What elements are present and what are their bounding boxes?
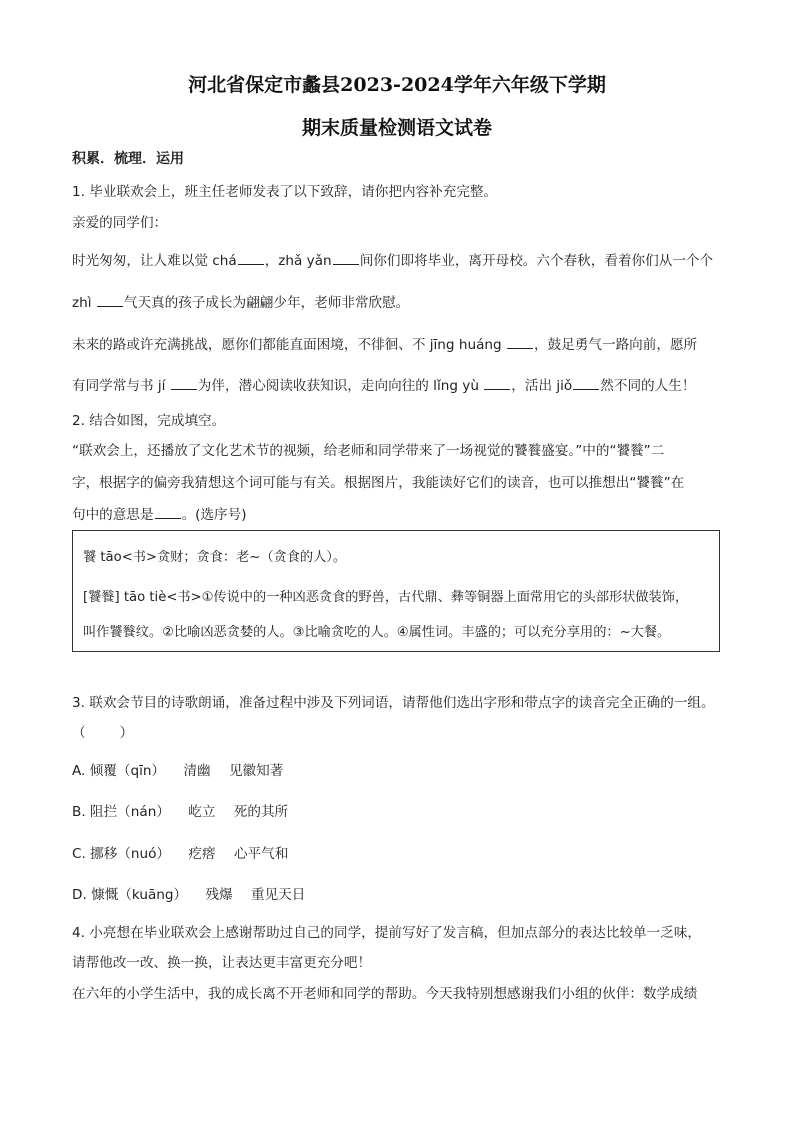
answer-blank[interactable] xyxy=(573,376,599,390)
q1-greeting: 亲爱的同学们： xyxy=(72,215,168,231)
option-word: 清幽 xyxy=(183,763,211,779)
answer-blank[interactable] xyxy=(238,251,264,265)
option-c[interactable] xyxy=(72,845,288,863)
option-letter: B. xyxy=(72,804,86,820)
q1-text: zhì xyxy=(72,295,96,311)
q1-paragraph-line4 xyxy=(72,376,695,395)
option-word: 死的其所 xyxy=(233,804,289,820)
option-word: 挪移（nuó） xyxy=(90,846,171,862)
dictionary-entry-1: 饕 tāo<书>贪财；贪食：老~（贪食的人）。 xyxy=(83,550,347,565)
section-heading: 积累．梳理．运用 xyxy=(72,151,184,167)
q1-text: ，zhǎ yǎn xyxy=(264,253,332,269)
q2-passage-line2: 字，根据字的偏旁我猜想这个词可能与有关。根据图片，我能读好它们的读音，也可以推想出“饕餮”在 xyxy=(72,475,685,491)
q4-passage: 在六年的小学生活中，我的成长离不开老师和同学的帮助。今天我特别想感谢我们小组的伙伴：数学成绩 xyxy=(72,986,698,1002)
q1-paragraph-line1 xyxy=(72,251,713,270)
answer-blank[interactable] xyxy=(97,293,123,307)
dictionary-entry-3: 叫作饕餮纹。②比喻凶恶贪婪的人。③比喻贪吃的人。④属性词。丰盛的；可以充分享用的：~大餐。 xyxy=(83,625,671,640)
answer-blank[interactable] xyxy=(484,376,510,390)
q1-text: 气天真的孩子成长为翩翩少年，老师非常欣慰。 xyxy=(123,295,410,311)
option-word: 慷慨（kuāng） xyxy=(91,887,188,903)
option-word: 屹立 xyxy=(188,804,216,820)
option-word: 疙瘩 xyxy=(188,846,216,862)
q3-stem: 3. 联欢会节目的诗歌朗诵，准备过程中涉及下列词语，请帮他们选出字形和带点字的读音完全正确的一组。 xyxy=(72,695,715,711)
option-letter: A. xyxy=(72,763,86,779)
q1-text: 间你们即将毕业，离开母校。六个春秋，看着你们从一个个 xyxy=(359,253,714,269)
answer-blank[interactable] xyxy=(171,376,197,390)
q1-paragraph-line2 xyxy=(72,293,409,312)
option-letter: C. xyxy=(72,846,86,862)
q3-answer-parens xyxy=(72,724,133,742)
option-a[interactable] xyxy=(72,762,283,780)
option-d[interactable] xyxy=(72,886,305,904)
option-word: 重见天日 xyxy=(251,887,306,903)
q1-text: ，活出 jiǒ xyxy=(511,378,573,394)
answer-blank[interactable] xyxy=(155,505,181,519)
paren-open: （ xyxy=(72,725,86,741)
q2-text: 。(选序号) xyxy=(181,507,247,523)
option-b[interactable] xyxy=(72,803,288,821)
q1-paragraph-line3 xyxy=(72,335,697,354)
q2-passage-line3 xyxy=(72,505,247,524)
paren-close: ） xyxy=(119,725,134,741)
q1-text: 为伴，潜心阅读收获知识，走向向往的 lǐng yù xyxy=(197,378,484,394)
exam-title-line1: 河北省保定市蠡县2023-2024学年六年级下学期 xyxy=(188,74,606,96)
option-word: 心平气和 xyxy=(233,846,289,862)
option-word: 见徽知著 xyxy=(228,763,284,779)
q2-stem: 2. 结合如图，完成填空。 xyxy=(72,413,226,429)
q1-text: ，鼓足勇气一路向前，愿所 xyxy=(534,337,698,353)
option-letter: D. xyxy=(72,887,87,903)
q4-stem-line2: 请帮他改一改、换一换，让表达更丰富更充分吧！ xyxy=(72,955,372,971)
q2-text: 句中的意思是 xyxy=(72,507,154,523)
answer-blank[interactable] xyxy=(507,335,533,349)
option-word: 倾覆（qīn） xyxy=(89,763,166,779)
q1-text: 未来的路或许充满挑战，愿你们都能直面困境，不徘徊、不 jīng huáng xyxy=(72,337,507,353)
option-word: 残爆 xyxy=(205,887,233,903)
q2-passage-line1: “联欢会上，还播放了文化艺术节的视频，给老师和同学带来了一场视觉的饕餮盛宴。”中的“饕餮”二 xyxy=(72,443,665,459)
q1-text: 有同学常与书 jí xyxy=(72,378,170,394)
q1-text: 时光匆匆，让人难以觉 chá xyxy=(72,253,237,269)
q1-stem: 1. 毕业联欢会上，班主任老师发表了以下致辞，请你把内容补充完整。 xyxy=(72,184,498,200)
option-word: 阻拦（nán） xyxy=(89,804,170,820)
q1-text: 然不同的人生！ xyxy=(600,378,696,394)
answer-blank[interactable] xyxy=(333,251,359,265)
dictionary-box xyxy=(72,530,720,652)
exam-title-line2: 期末质量检测语文试卷 xyxy=(301,117,492,139)
q4-stem: 4. 小亮想在毕业联欢会上感谢帮助过自己的同学，提前写好了发言稿，但加点部分的表达比较单一乏味， xyxy=(72,925,702,941)
dictionary-entry-2: [饕餮] tāo tiè<书>①传说中的一种凶恶贪食的野兽，古代鼎、彝等铜器上面常用它的头部形状做装饰， xyxy=(83,590,689,605)
